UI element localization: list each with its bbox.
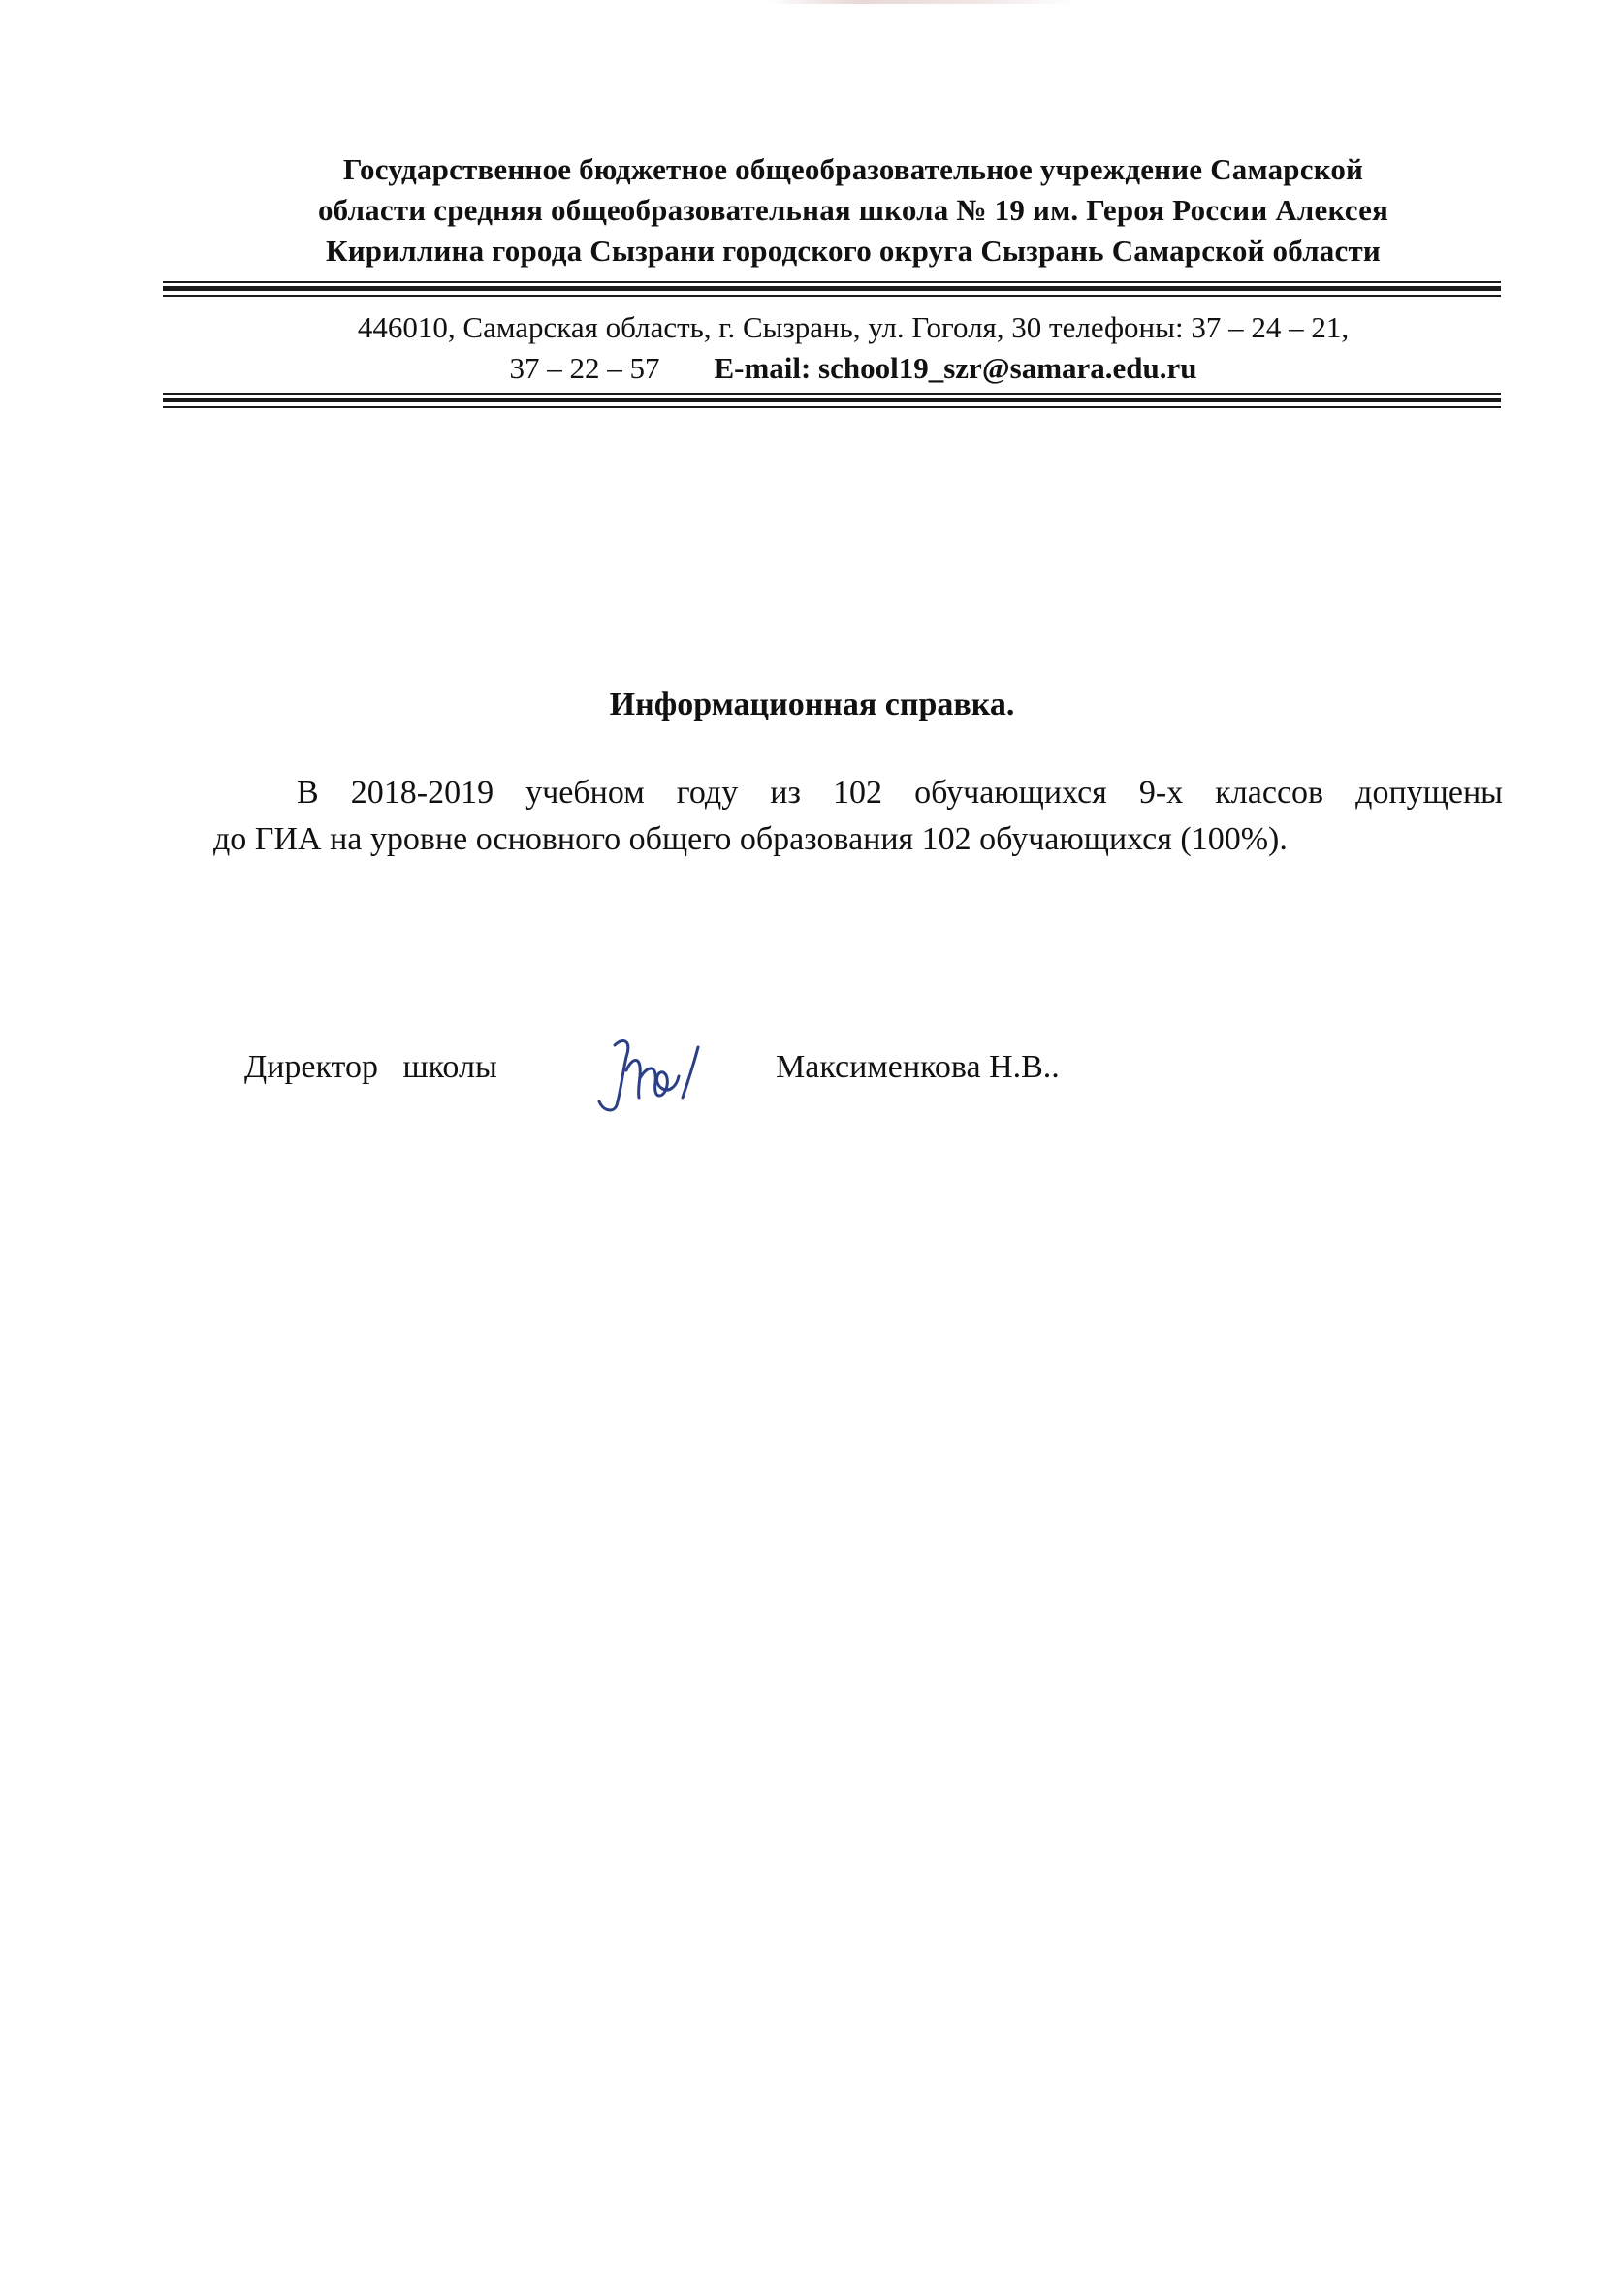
divider-line	[163, 281, 1501, 283]
handwritten-signature	[593, 1028, 719, 1115]
document-body	[213, 770, 1503, 863]
document-title: Информационная справка.	[609, 686, 1015, 722]
org-name-line-3: Кириллина города Сызрани городского округа Сызрань Самарской области	[326, 234, 1381, 268]
divider-line	[163, 295, 1501, 297]
body-paragraph-line-1: В 2018-2019 учебном году из 102 обучающихся 9-х классов допущены	[297, 775, 1503, 811]
header-divider-bottom	[163, 393, 1501, 408]
signatory-position: Директор школы	[244, 1049, 497, 1085]
divider-line	[163, 406, 1501, 408]
address-line: 446010, Самарская область, г. Сызрань, ул. Гоголя, 30 телефоны: 37 – 24 – 21,	[357, 310, 1350, 344]
divider-line	[163, 398, 1501, 402]
contact-block	[242, 307, 1464, 389]
phone-email-line	[242, 348, 1464, 389]
signatory-name: Максименкова Н.В..	[776, 1049, 1060, 1085]
header-divider-top	[163, 281, 1501, 297]
phone-number: 37 – 22 – 57	[509, 351, 660, 385]
body-paragraph-line-2: до ГИА на уровне основного общего образования 102 обучающихся (100%).	[213, 821, 1288, 857]
organization-header	[242, 149, 1464, 271]
divider-line	[163, 393, 1501, 395]
scan-artifact	[766, 0, 1076, 4]
org-name-line-1: Государственное бюджетное общеобразовательное учреждение Самарской	[342, 152, 1364, 186]
divider-line	[163, 286, 1501, 291]
signature-block	[244, 1028, 1311, 1115]
org-name-line-2: области средняя общеобразовательная школа № 19 им. Героя России Алексея	[317, 193, 1389, 227]
email-address: E-mail: school19_szr@samara.edu.ru	[714, 351, 1197, 385]
